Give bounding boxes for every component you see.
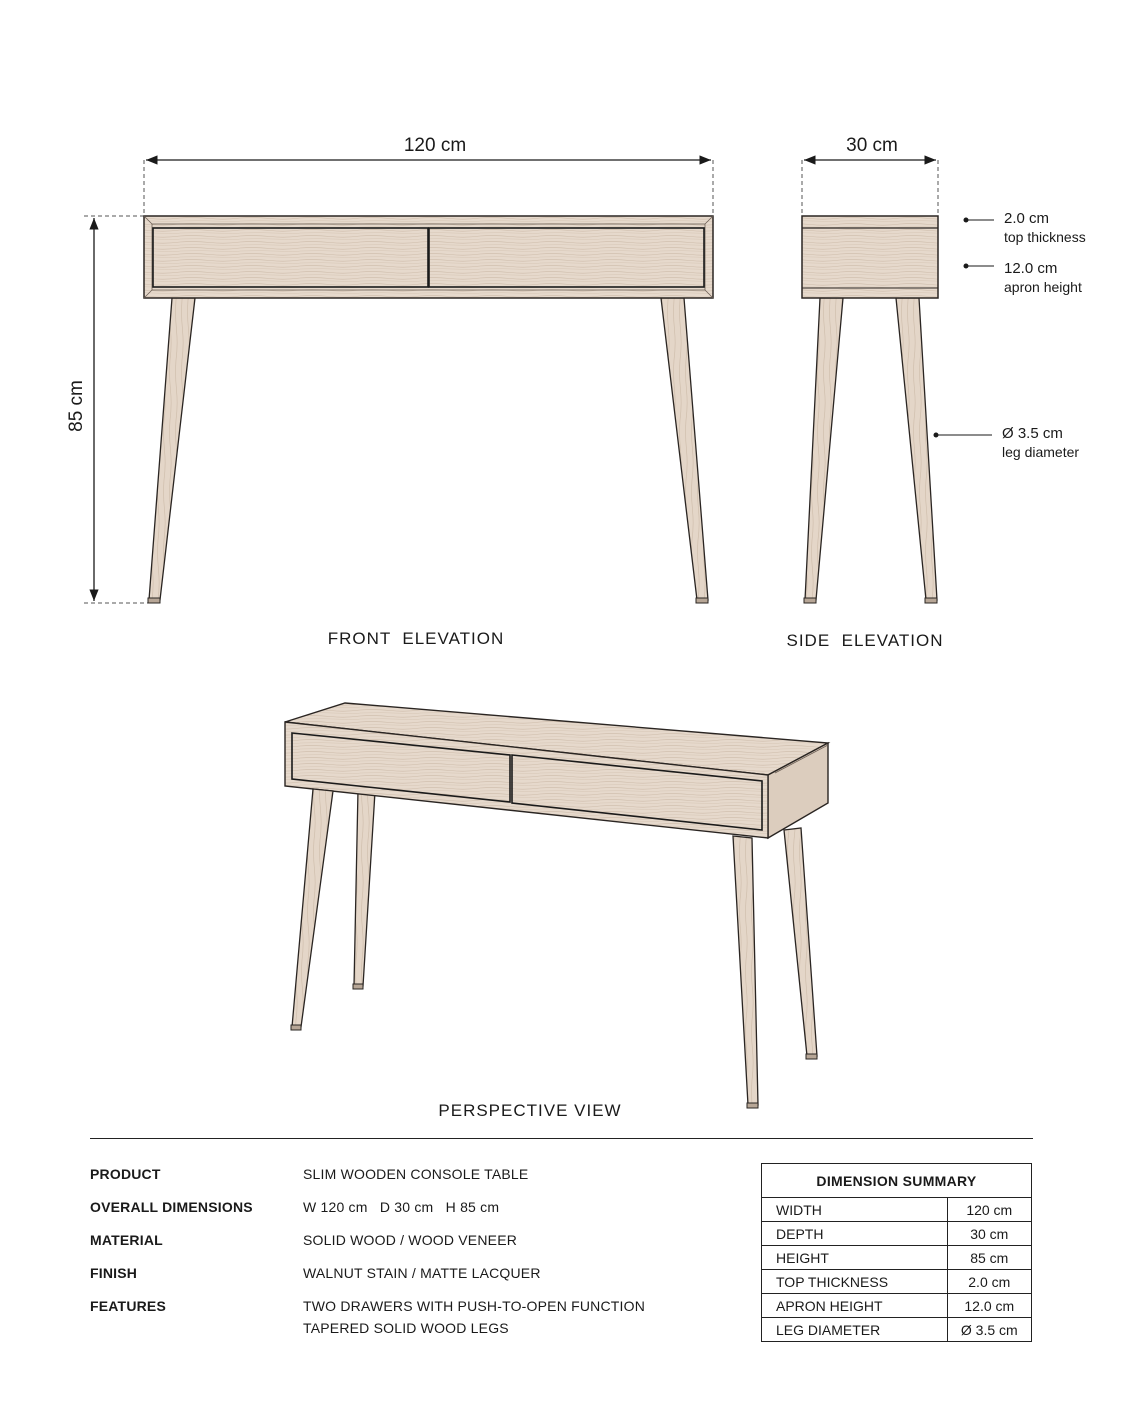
spec-key: PRODUCT (90, 1166, 161, 1182)
spec-row-material (90, 1232, 690, 1265)
summary-label: LEG DIAMETER (762, 1318, 948, 1342)
leg-diameter-label: leg diameter (1002, 444, 1080, 460)
spec-row-product (90, 1166, 690, 1199)
apron-height-label: apron height (1004, 279, 1082, 295)
top-thickness-value: 2.0 cm (1004, 210, 1050, 227)
feature-line: TAPERED SOLID WOOD LEGS (303, 1320, 509, 1336)
summary-label: WIDTH (762, 1198, 948, 1222)
table-row (762, 1246, 1032, 1270)
spec-key: MATERIAL (90, 1232, 163, 1248)
spec-key: FEATURES (90, 1298, 167, 1314)
spec-value: WALNUT STAIN / MATTE LACQUER (303, 1265, 541, 1281)
front-elevation-title: FRONT ELEVATION (327, 629, 505, 648)
spec-list (90, 1166, 690, 1346)
side-right-leg (896, 298, 937, 600)
summary-value: 120 cm (947, 1198, 1031, 1222)
table-row (762, 1318, 1032, 1342)
front-width-dimension (144, 160, 713, 216)
dimension-summary-table (761, 1163, 1032, 1342)
table-row (762, 1222, 1032, 1246)
spec-row-dimensions (90, 1199, 690, 1232)
table-row (762, 1294, 1032, 1318)
summary-value: 12.0 cm (947, 1294, 1031, 1318)
summary-label: HEIGHT (762, 1246, 948, 1270)
apron-height-callout (964, 264, 995, 269)
width-label: 120 cm (403, 135, 467, 156)
front-right-leg (661, 298, 708, 600)
divider-rule (90, 1138, 1033, 1139)
front-drawer-left (153, 228, 428, 287)
summary-label: APRON HEIGHT (762, 1294, 948, 1318)
height-label: 85 cm (66, 380, 87, 432)
summary-value: 30 cm (947, 1222, 1031, 1246)
side-left-leg (805, 298, 843, 600)
side-elevation (786, 135, 1085, 650)
spec-value: W 120 cm D 30 cm H 85 cm (303, 1199, 500, 1215)
spec-row-finish (90, 1265, 690, 1298)
back-right-leg (784, 828, 817, 1056)
summary-title: DIMENSION SUMMARY (762, 1164, 1032, 1198)
apron-height-value: 12.0 cm (1004, 260, 1058, 277)
front-elevation (66, 135, 713, 648)
perspective-view-title: PERSPECTIVE VIEW (438, 1101, 622, 1120)
summary-value: 85 cm (947, 1246, 1031, 1270)
top-thickness-label: top thickness (1004, 229, 1086, 245)
front-right-leg-perspective (733, 836, 758, 1105)
spec-value: SLIM WOODEN CONSOLE TABLE (303, 1166, 529, 1182)
front-drawer-right (429, 228, 704, 287)
side-depth-dimension (802, 160, 938, 216)
spec-key: FINISH (90, 1265, 138, 1281)
depth-label: 30 cm (846, 135, 898, 156)
table-row (762, 1198, 1032, 1222)
perspective-view (285, 703, 828, 1120)
top-thickness-callout (964, 218, 995, 223)
leg-diameter-callout (934, 433, 993, 438)
front-height-dimension (84, 216, 152, 603)
front-left-leg-perspective (292, 789, 333, 1027)
summary-label: DEPTH (762, 1222, 948, 1246)
spec-row-features (90, 1298, 690, 1346)
spec-value (303, 1295, 645, 1339)
feature-line: TWO DRAWERS WITH PUSH-TO-OPEN FUNCTION (303, 1298, 646, 1314)
table-row (762, 1270, 1032, 1294)
summary-label: TOP THICKNESS (762, 1270, 948, 1294)
spec-key: OVERALL DIMENSIONS (90, 1199, 253, 1215)
back-left-leg (354, 790, 375, 986)
front-left-leg (149, 298, 195, 600)
summary-value: 2.0 cm (947, 1270, 1031, 1294)
side-elevation-title: SIDE ELEVATION (786, 631, 944, 650)
leg-diameter-value: Ø 3.5 cm (1002, 425, 1063, 442)
summary-value: Ø 3.5 cm (947, 1318, 1031, 1342)
spec-value: SOLID WOOD / WOOD VENEER (303, 1232, 518, 1248)
